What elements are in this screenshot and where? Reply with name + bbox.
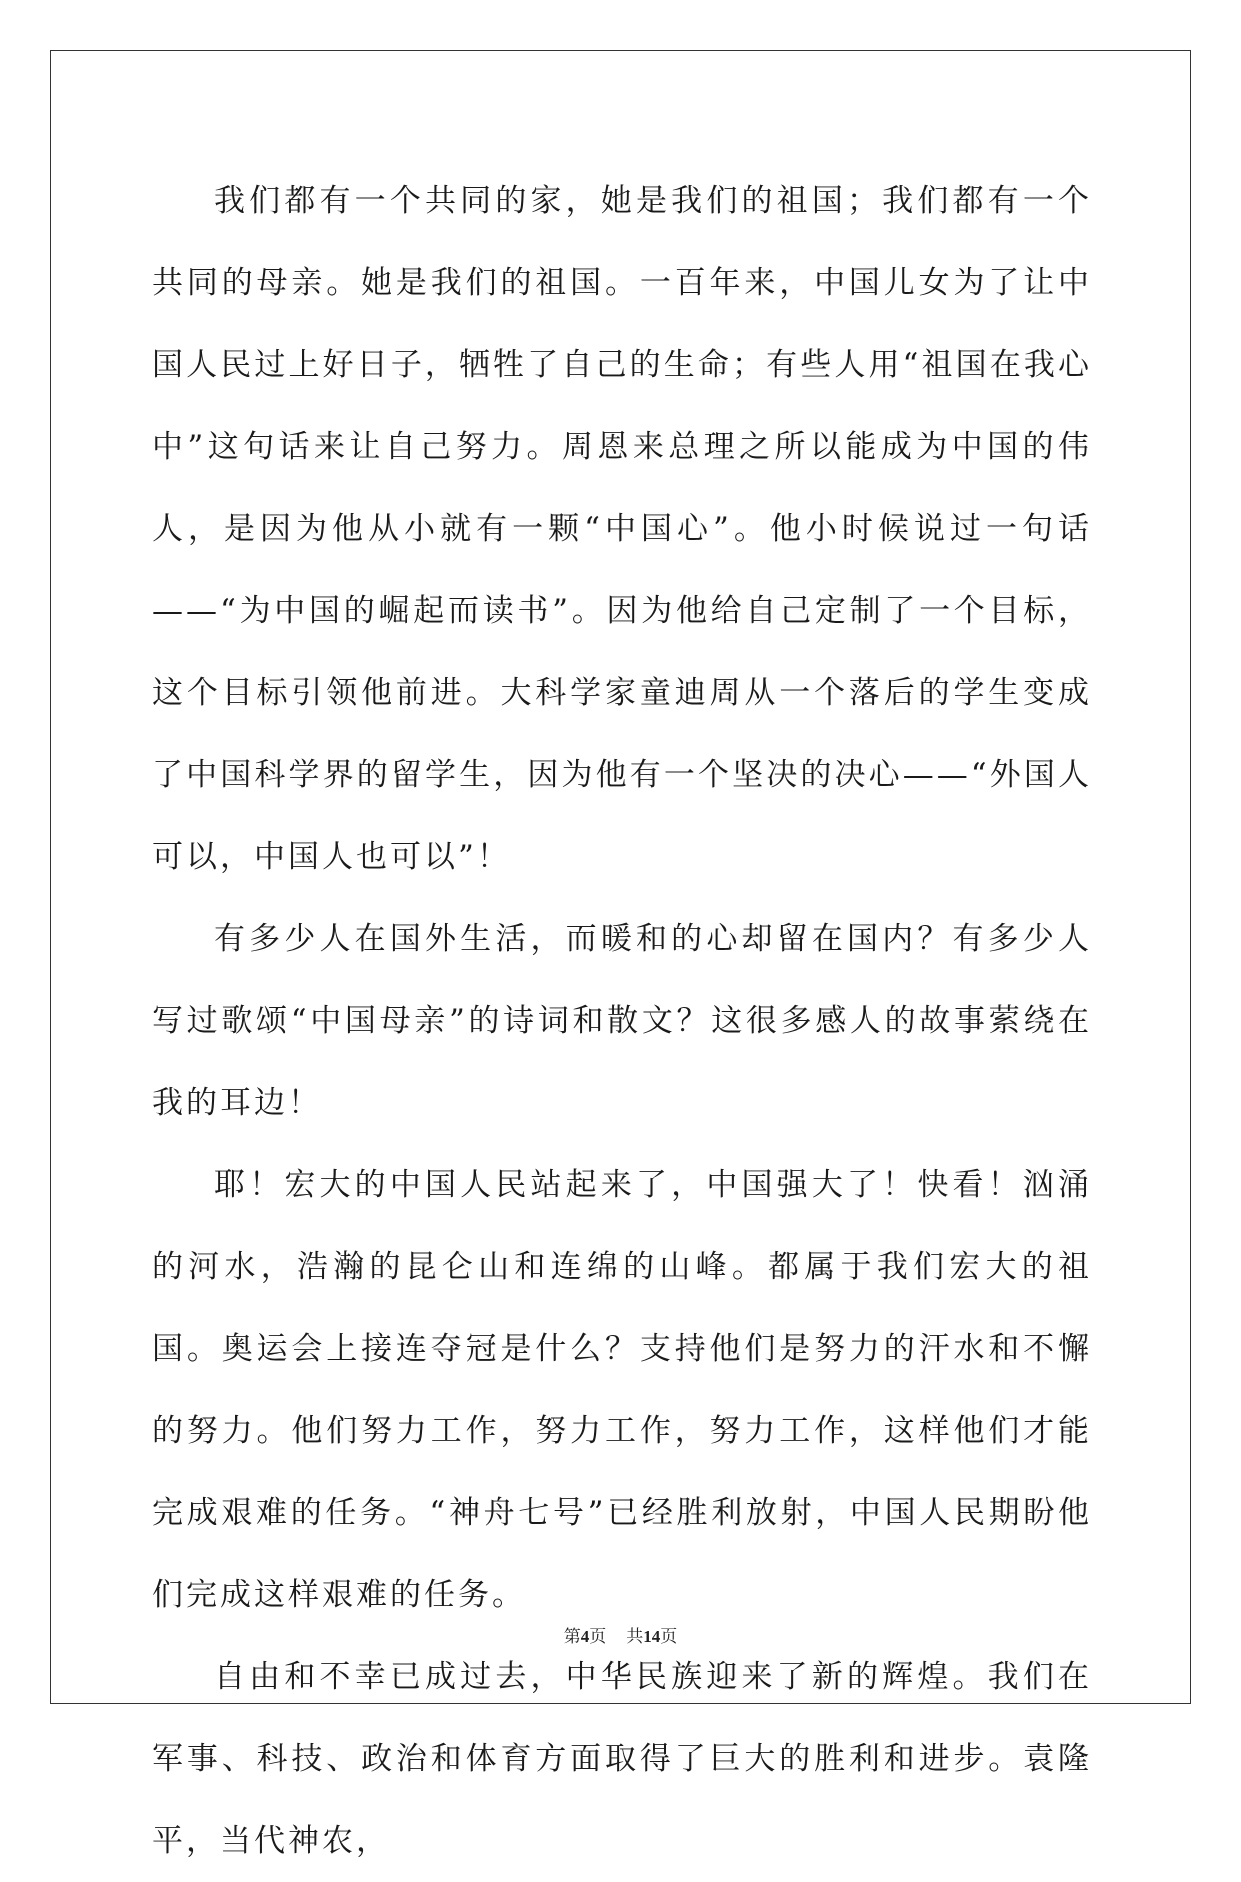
page-footer bbox=[0, 1622, 1241, 1647]
total-prefix: 共 bbox=[626, 1627, 644, 1646]
page-prefix: 第 bbox=[563, 1627, 581, 1646]
total-suffix: 页 bbox=[660, 1627, 678, 1646]
paragraph-4: 自由和不幸已成过去，中华民族迎来了新的辉煌。我们在军事、科技、政治和体育方面取得了巨大的胜利和进步。袁隆平，当代神农， bbox=[152, 1659, 1092, 1859]
total-pages: 14 bbox=[643, 1627, 661, 1646]
page-number: 4 bbox=[580, 1627, 590, 1646]
paragraph-2: 有多少人在国外生活，而暖和的心却留在国内？有多少人写过歌颂“中国母亲”的诗词和散文？这很多感人的故事萦绕在我的耳边！ bbox=[152, 921, 1092, 1121]
paragraph-1: 我们都有一个共同的家，她是我们的祖国；我们都有一个共同的母亲。她是我们的祖国。一百年来，中国儿女为了让中国人民过上好日子，牺牲了自己的生命；有些人用“祖国在我心中”这句话来让自己努力。周恩来总理之所以能成为中国的伟人，是因为他从小就有一颗“中国心”。他小时候说过一句话——“为中国的崛起而读书”。因为他给自己定制了一个目标，这个目标引领他前进。大科学家童迪周从一个落后的学生变成了中国科学界的留学生，因为他有一个坚决的决心——“外国人可以，中国人也可以”！ bbox=[152, 183, 1092, 875]
paragraph-3: 耶！宏大的中国人民站起来了，中国强大了！快看！汹涌的河水，浩瀚的昆仑山和连绵的山峰。都属于我们宏大的祖国。奥运会上接连夺冠是什么？支持他们是努力的汗水和不懈的努力。他们努力工作，努力工作，努力工作，这样他们才能完成艰难的任务。“神舟七号”已经胜利放射，中国人民期盼他们完成这样艰难的任务。 bbox=[152, 1167, 1092, 1613]
page-suffix: 页 bbox=[589, 1627, 607, 1646]
